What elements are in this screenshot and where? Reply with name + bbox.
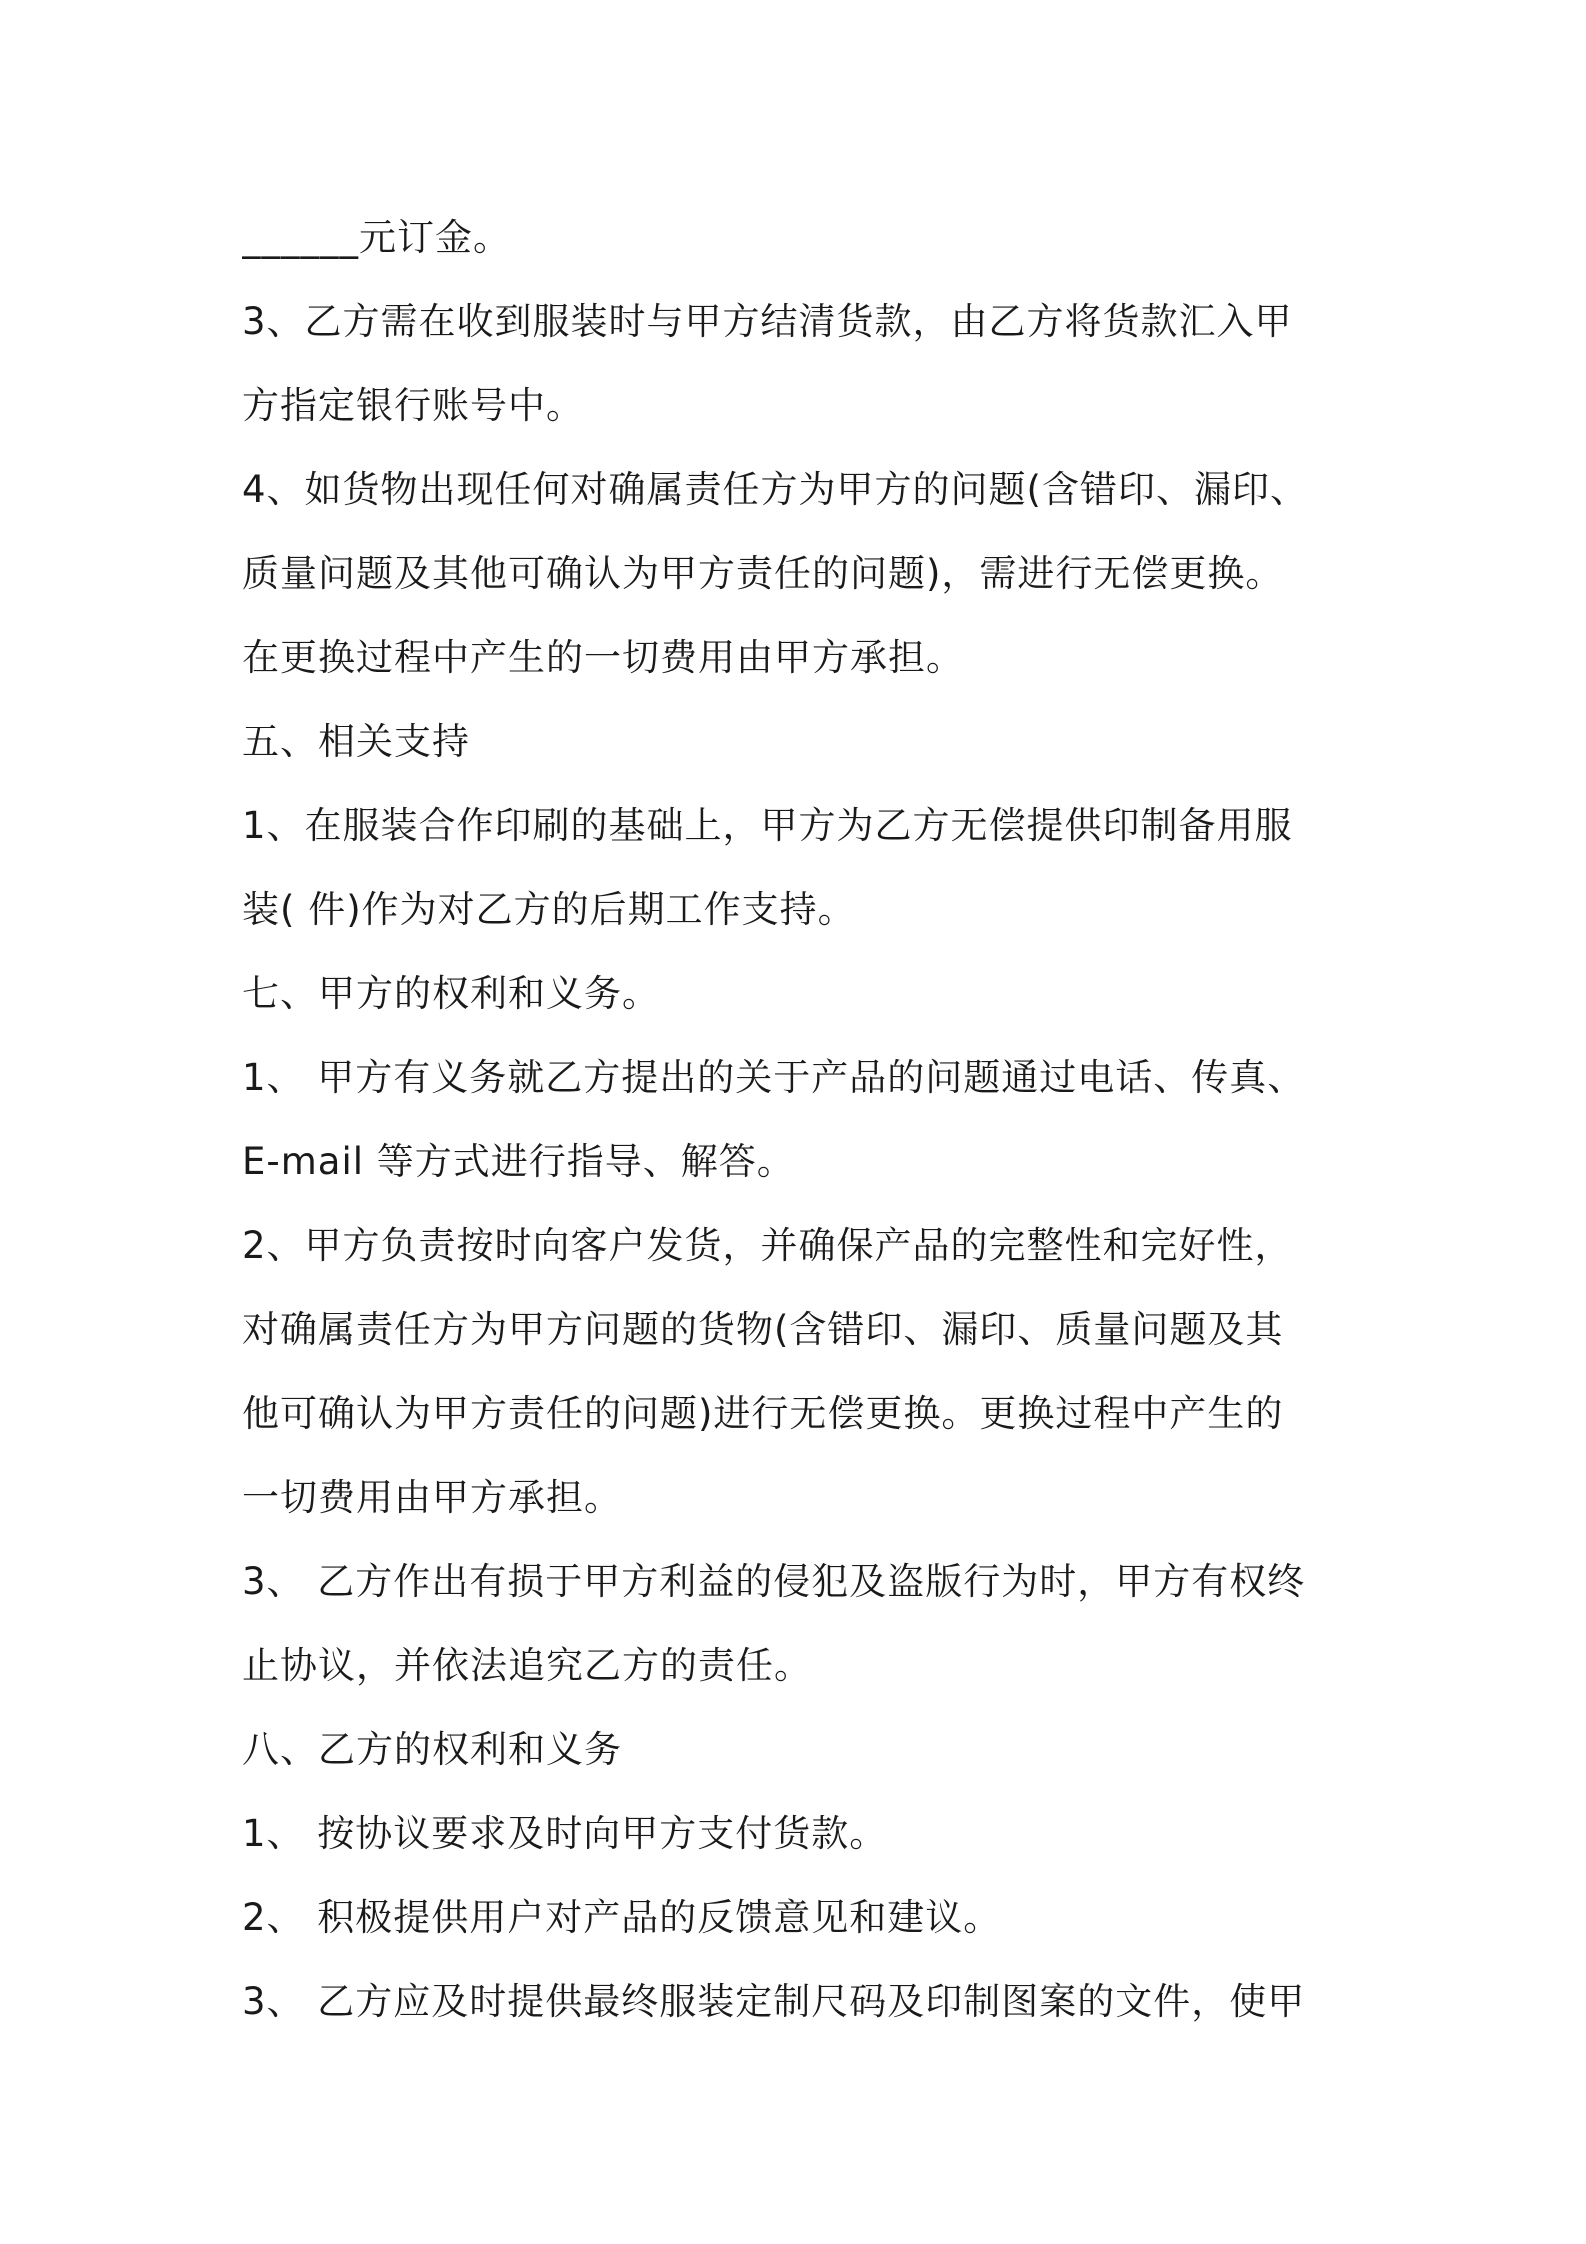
section-heading: 五、相关支持 — [242, 720, 470, 763]
text-line: 方指定银行账号中。 — [242, 384, 584, 427]
text-line: 4、如货物出现任何对确属责任方为甲方的问题(含错印、漏印、 — [242, 468, 1308, 511]
text-line: 1、 甲方有义务就乙方提出的关于产品的问题通过电话、传真、 — [242, 1056, 1306, 1099]
text-line: E-mail 等方式进行指导、解答。 — [242, 1140, 795, 1183]
text-line: 装( 件)作为对乙方的后期工作支持。 — [242, 888, 856, 931]
text-line: 一切费用由甲方承担。 — [242, 1476, 622, 1519]
document-body — [242, 196, 1357, 2044]
text-line: 3、乙方需在收到服装时与甲方结清货款，由乙方将货款汇入甲 — [242, 300, 1293, 343]
text-line: 1、 按协议要求及时向甲方支付货款。 — [242, 1812, 888, 1855]
text-line: 1、在服装合作印刷的基础上，甲方为乙方无偿提供印制备用服 — [242, 804, 1293, 847]
text-line: 在更换过程中产生的一切费用由甲方承担。 — [242, 636, 964, 679]
section-heading: 七、甲方的权利和义务。 — [242, 972, 660, 1015]
text-line: 止协议，并依法追究乙方的责任。 — [242, 1644, 812, 1687]
text-line: 2、 积极提供用户对产品的反馈意见和建议。 — [242, 1896, 1002, 1939]
section-heading: 八、乙方的权利和义务 — [242, 1728, 622, 1771]
text-line: ______元订金。 — [242, 216, 511, 259]
text-line: 3、 乙方应及时提供最终服装定制尺码及印制图案的文件，使甲 — [242, 1980, 1306, 2023]
text-line: 3、 乙方作出有损于甲方利益的侵犯及盗版行为时，甲方有权终 — [242, 1560, 1306, 1603]
text-line: 质量问题及其他可确认为甲方责任的问题)，需进行无偿更换。 — [242, 552, 1284, 595]
text-line: 他可确认为甲方责任的问题)进行无偿更换。更换过程中产生的 — [242, 1392, 1284, 1435]
text-line: 2、甲方负责按时向客户发货，并确保产品的完整性和完好性， — [242, 1224, 1293, 1267]
text-line: 对确属责任方为甲方问题的货物(含错印、漏印、质量问题及其 — [242, 1308, 1284, 1351]
